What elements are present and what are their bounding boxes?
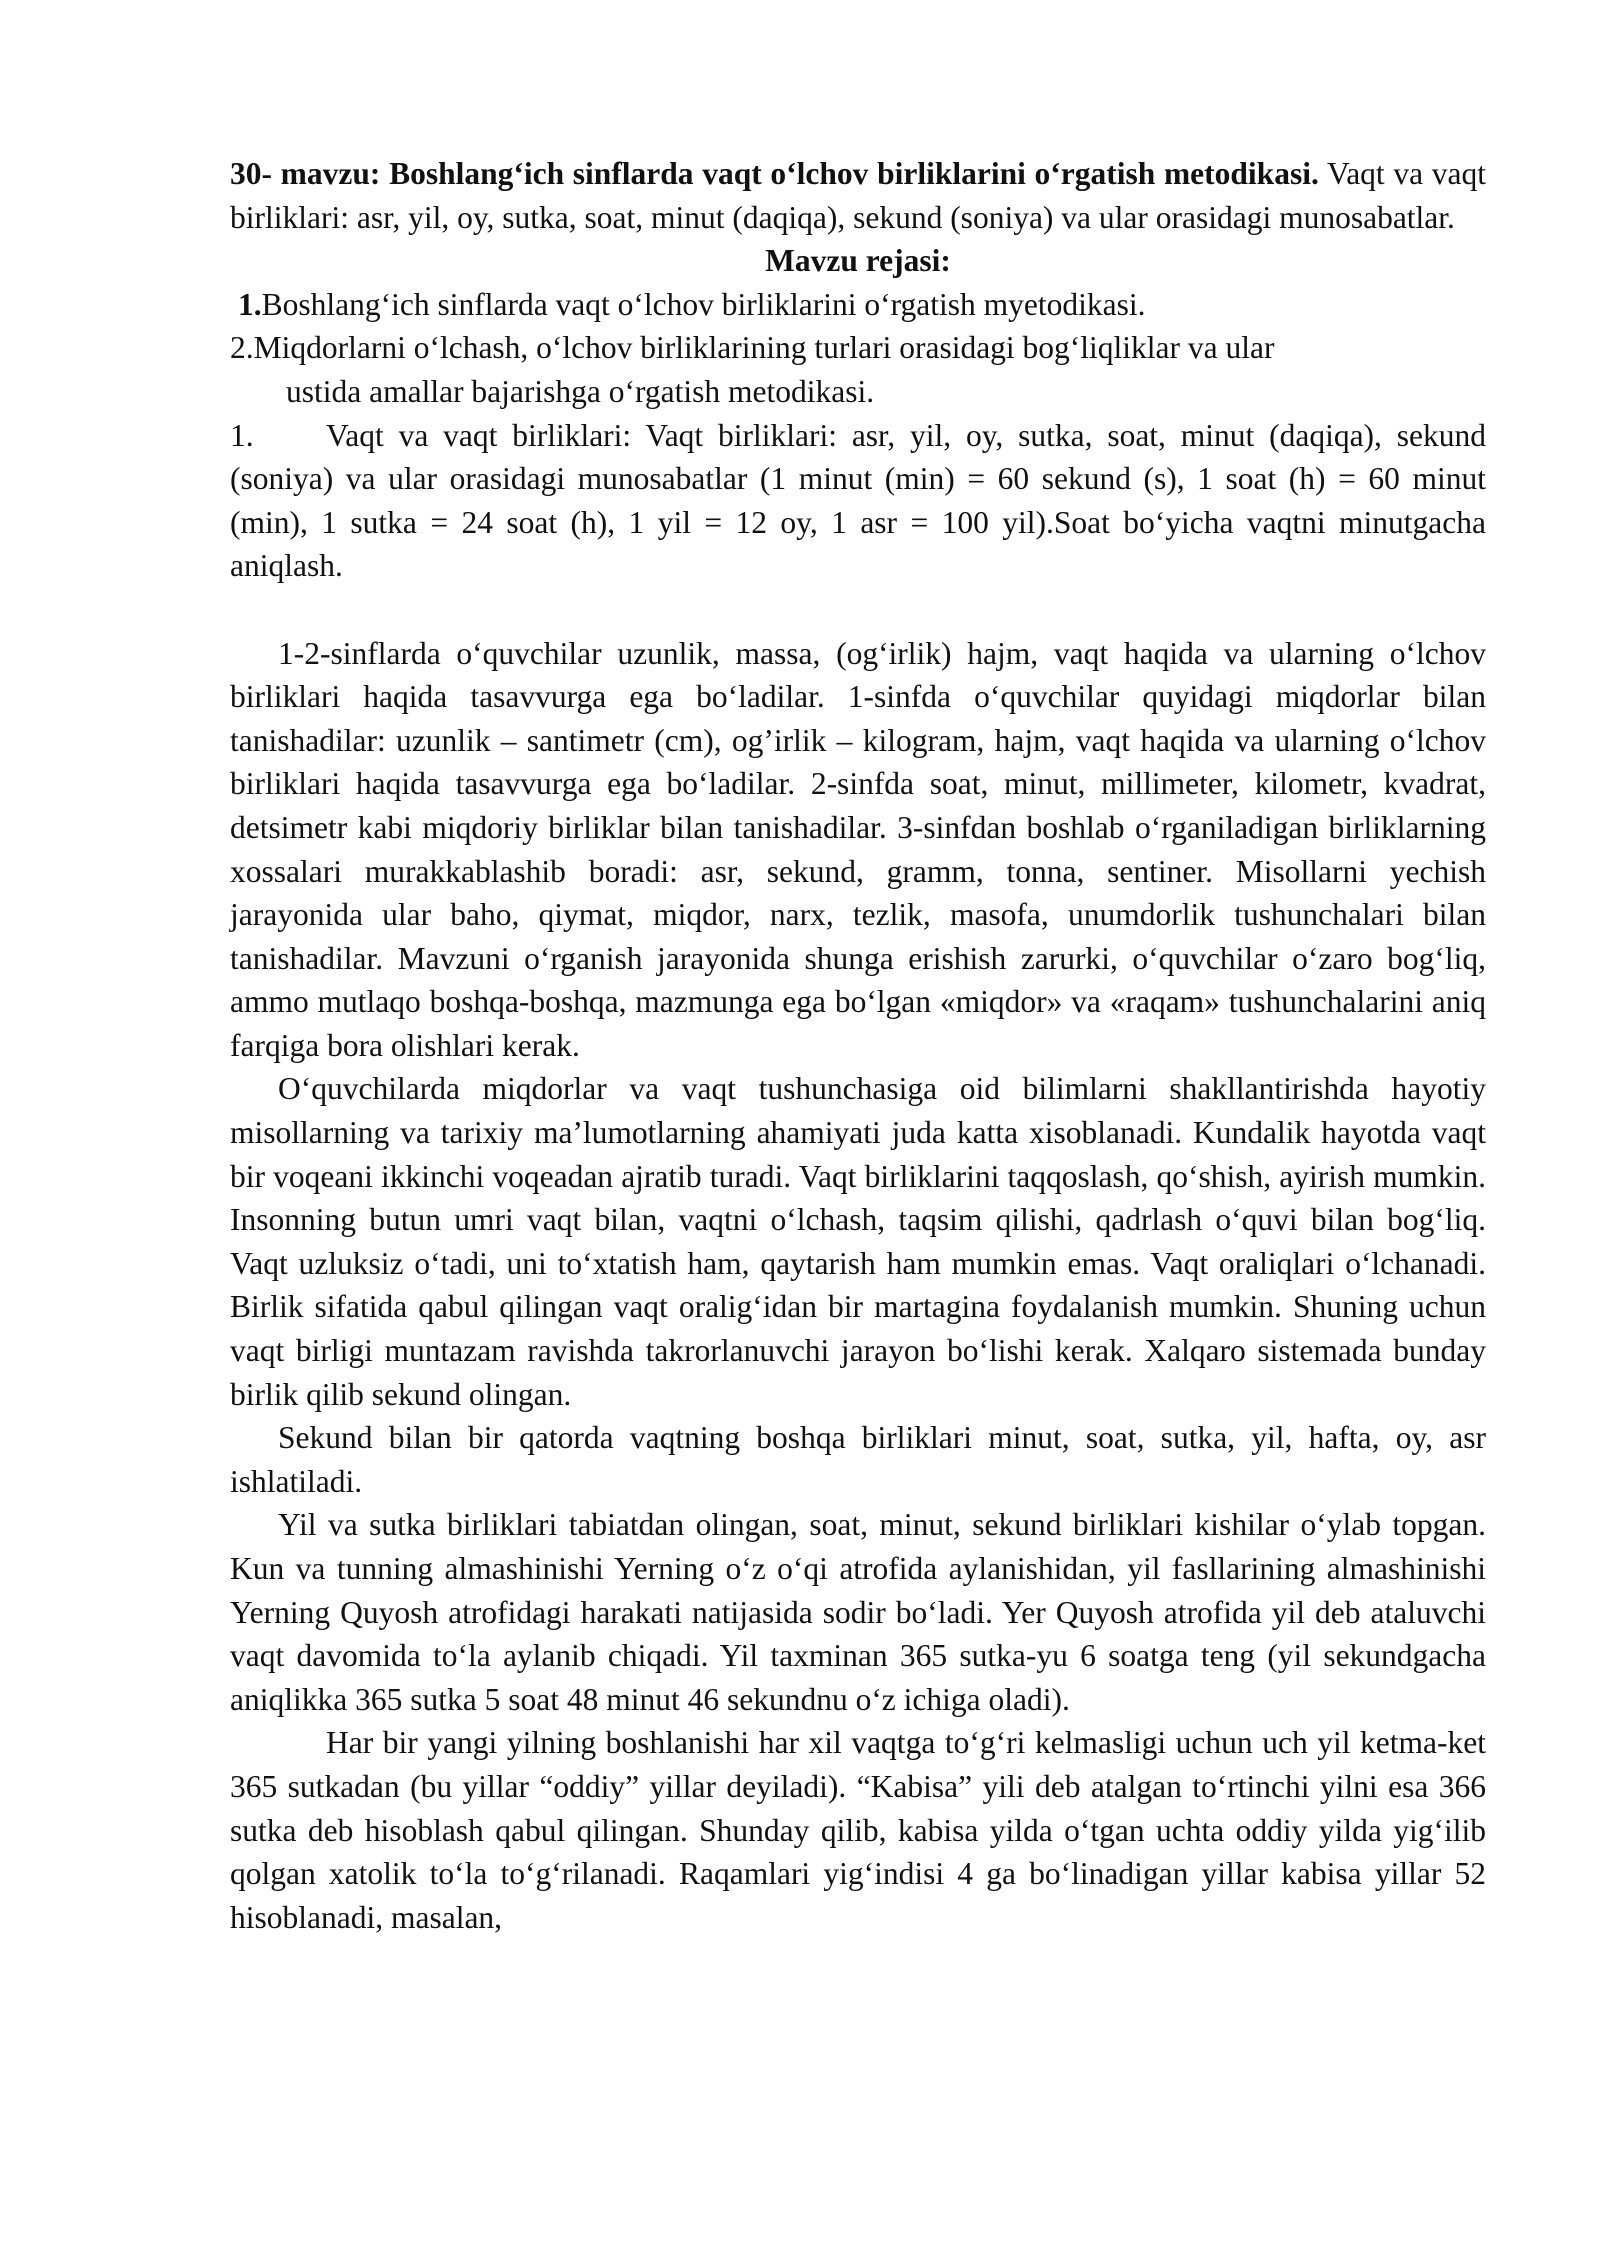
plan-item-1-number: 1. [238,286,262,322]
plan-item-1 [230,283,1486,327]
plan-item-2-line-2: ustida amallar bajarishga o‘rgatish metodikasi. [286,373,875,409]
section-1-number: 1. [230,417,254,453]
topic-title-rest: Vaqt va vaqt birliklari: asr, yil, oy, sutka, soat, minut (daqiqa), sekund (soniya) va ular orasidagi munosabatlar. [230,156,1486,235]
section-1-paragraph [230,414,1486,588]
body-paragraph-3: Sekund bilan bir qatorda vaqtning boshqa birliklari minut, soat, sutka, yil, hafta, oy, asr ishlatiladi. [230,1420,1486,1499]
plan-item-2-line-1: 2.Miqdorlarni o‘lchash, o‘lchov birliklarining turlari orasidagi bog‘liqliklar va ular [230,330,1275,366]
plan-heading: Mavzu rejasi: [765,243,951,279]
topic-title [230,152,1486,239]
section-1-text: Vaqt va vaqt birliklari: Vaqt birliklari: asr, yil, oy, sutka, soat, minut (daqiqa), sekund (soniya) va ular orasidagi munosabatlar (1 minut (min) = 60 sekund (s), 1 soat (h) = 60 minut (min), 1 sutka = 24 soat (h), 1 yil = 12 oy, 1 asr = 100 yil).Soat bo‘yicha vaqtni minutgacha aniqlash. [230,417,1486,584]
paragraph-gap [230,588,1486,632]
body-paragraph-1: 1-2-sinflarda o‘quvchilar uzunlik, massa, (og‘irlik) hajm, vaqt haqida va ularning o‘lchov birliklari haqida tasavvurga ega bo‘ladilar. 1-sinfda o‘quvchilar quyidagi miqdorlar bilan tanishadilar: uzunlik – santimetr (cm), og’irlik – kilogram, hajm, vaqt haqida va ularning o‘lchov birliklari haqida tasavvurga ega bo‘ladilar. 2-sinfda soat, minut, millimeter, kilometr, kvadrat, detsimetr kabi miqdoriy birliklar bilan tanishadilar. 3-sinfdan boshlab o‘rganiladigan birliklarning xossalari murakkablashib boradi: asr, sekund, gramm, tonna, sentiner. Misollarni yechish jarayonida ular baho, qiymat, miqdor, narx, tezlik, masofa, unumdorlik tushunchalari bilan tanishadilar. Mavzuni o‘rganish jarayonida shunga erishish zarurki, o‘quvchilar o‘zaro bog‘liq, ammo mutlaqo boshqa-boshqa, mazmunga ega bo‘lgan «miqdor» va «raqam» tushunchalarini aniq farqiga bora olishlari kerak. [230,635,1486,1063]
body-paragraph-5: Har bir yangi yilning boshlanishi har xil vaqtga to‘g‘ri kelmasligi uchun uch yil ketma-ket 365 sutkadan (bu yillar “oddiy” yillar deyiladi). “Kabisa” yili deb atalgan to‘rtinchi yilni esa 366 sutka deb hisoblash qabul qilingan. Shunday qilib, kabisa yilda o‘tgan uchta oddiy yilda yig‘ilib qolgan xatolik to‘la to‘g‘rilanadi. Raqamlari yig‘indisi 4 ga bo‘linadigan yillar kabisa yillar 52 hisoblanadi, masalan, [230,1725,1486,1935]
body-paragraph-4: Yil va sutka birliklari tabiatdan olingan, soat, minut, sekund birliklari kishilar o‘ylab topgan. Kun va tunning almashinishi Yerning o‘z o‘qi atrofida aylanishidan, yil fasllarining almashinishi Yerning Quyosh atrofidagi harakati natijasida sodir bo‘ladi. Yer Quyosh atrofida yil deb ataluvchi vaqt davomida to‘la aylanib chiqadi. Yil taxminan 365 sutka-yu 6 soatga teng (yil sekundgacha aniqlikka 365 sutka 5 soat 48 minut 46 sekundnu o‘z ichiga oladi). [230,1507,1486,1717]
topic-title-bold: 30- mavzu: Boshlang‘ich sinflarda vaqt o‘lchov birliklarini o‘rgatish metodikasi. [230,156,1319,191]
document-page [230,152,1486,1939]
body-paragraph-2: O‘quvchilarda miqdorlar va vaqt tushunchasiga oid bilimlarni shakllantirishda hayotiy misollarning va tarixiy ma’lumotlarning ahamiyati juda katta xisoblanadi. Kundalik hayotda vaqt bir voqeani ikkinchi voqeadan ajratib turadi. Vaqt birliklarini taqqoslash, qo‘shish, ayirish mumkin. Insonning butun umri vaqt bilan, vaqtni o‘lchash, taqsim qilishi, qadrlash o‘quvi bilan bog‘liq. Vaqt uzluksiz o‘tadi, uni to‘xtatish ham, qaytarish ham mumkin emas. Vaqt oraliqlari o‘lchanadi. Birlik sifatida qabul qilingan vaqt oralig‘idan bir martagina foydalanish mumkin. Shuning uchun vaqt birligi muntazam ravishda takrorlanuvchi jarayon bo‘lishi kerak. Xalqaro sistemada bunday birlik qilib sekund olingan. [230,1071,1486,1412]
plan-item-1-text: Boshlang‘ich sinflarda vaqt o‘lchov birliklarini o‘rgatish myetodikasi. [261,286,1146,322]
